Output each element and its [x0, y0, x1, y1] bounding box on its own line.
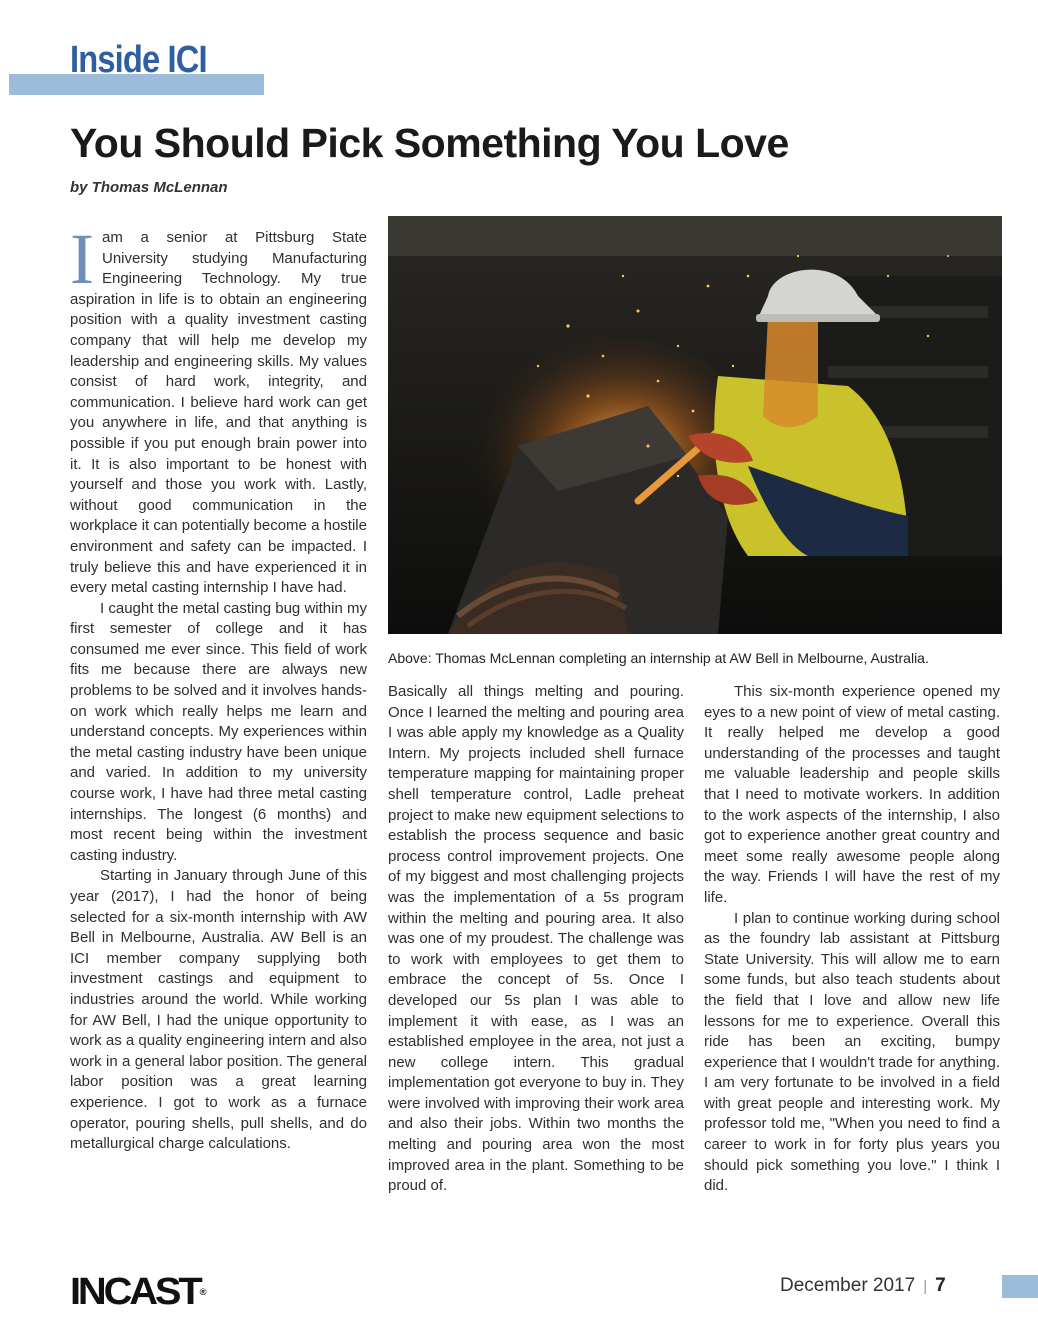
article-byline: by Thomas McLennan: [70, 179, 228, 196]
paragraph-4: Basically all things melting and pouring. Once I learned the melting and pouring area I was able apply my knowledge as a Quality Intern. My projects included shell furnace temperature mapping for maintaining proper shell temperature control, Ladle preheat project to make new equipment selections to establish the process sequence and basic process control improvement projects. One of my biggest and most challenging projects was the implementation of a 5s program within the melting and pouring area. It also was one of my proudest. The challenge was to work with employees to get them to embrace the concept of 5s. Once I developed our 5s plan I was able to implement it with ease, as I was an established employee in the area, not just a new college intern. This gradual implementation got everyone to buy in. They were involved with improving their work area and also their jobs. Within two months the melting and pouring area won the most improved area in the plant. Something to be proud of.: [388, 683, 684, 1195]
paragraph-5: This six-month experience opened my eyes to a new point of view of metal casting. It really helped me develop a good understanding of the processes and taught me valuable leadership and people skills that I need to motivate workers. In addition to the work aspects of the internship, I also got to experience another great country and meet some really awesome people along the way. Friends I will have the rest of my life.: [704, 683, 1000, 906]
photo-caption: Above: Thomas McLennan completing an internship at AW Bell in Melbourne, Australia.: [388, 650, 929, 666]
section-label: Inside ICI: [70, 39, 207, 81]
article-column-3: [704, 682, 1000, 1224]
issue-date: December 2017: [780, 1275, 916, 1296]
paragraph-1-text: am a senior at Pittsburg State University studying Manufacturing Engineering Technology. My true aspiration in life is to obtain an engineering position with a quality investment casting company that will help me develop my leadership and engineering skills. My values consist of hard work, integrity, and communication. I believe hard work can get you anywhere in life, and that anything is possible if you put enough brain power into it. It is also important to be honest with yourself and those you work with. Lastly, without good communication in the workplace it can potentially become a hostile environment and safety can be impacted. I truly believe this and have experienced it in every metal casting internship I have had.: [70, 229, 367, 597]
foundry-worker-image: [388, 216, 1002, 634]
footer-color-block: [1002, 1275, 1038, 1298]
paragraph-6: I plan to continue working during school as the foundry lab assistant at Pittsburg State University. This will allow me to earn some funds, but also teach students about the field that I love and allow new life lessons for me to experience. Overall this ride has been an exciting, bumpy experience that I wouldn't trade for anything. I am very fortunate to be involved in a field with great people and interesting work. My professor told me, "When you need to find a career to work in for forty plus years you should pick something you love." I think I did.: [704, 909, 1000, 1195]
page-number: 7: [935, 1275, 946, 1296]
incast-logo-mark: ®: [199, 1287, 207, 1297]
paragraph-1: [70, 228, 367, 599]
article-title: You Should Pick Something You Love: [70, 120, 789, 166]
paragraph-3: Starting in January through June of this year (2017), I had the honor of being selected for a six-month internship with AW Bell in Melbourne, Australia. AW Bell is an ICI member company supplying both investment castings and equipment to industries around the world. While working for AW Bell, I had the unique opportunity to work as a quality engineering intern and also work in a general labor position. The general labor position was a great learning experience. I got to work as a furnace operator, pouring shells, pull shells, and do metallurgical charge calculations.: [70, 867, 367, 1153]
drop-cap: I: [70, 228, 94, 299]
page-footer: [780, 1275, 946, 1297]
article-column-2: [388, 682, 684, 1224]
article-photo: [388, 216, 1002, 634]
footer-separator: |: [923, 1278, 928, 1295]
incast-logo: [70, 1272, 207, 1312]
article-column-1: [70, 228, 367, 1224]
incast-logo-text: INCAST: [70, 1271, 200, 1313]
paragraph-2: I caught the metal casting bug within my first semester of college and it has consumed me ever since. This field of work fits me because there are always new problems to be solved and it involves hands-on work which really helps me learn and understand concepts. My experiences within the metal casting industry have been unique and varied. In addition to my university course work, I have had three metal casting internships. The longest (6 months) and most recent being within the investment casting industry.: [70, 599, 367, 864]
